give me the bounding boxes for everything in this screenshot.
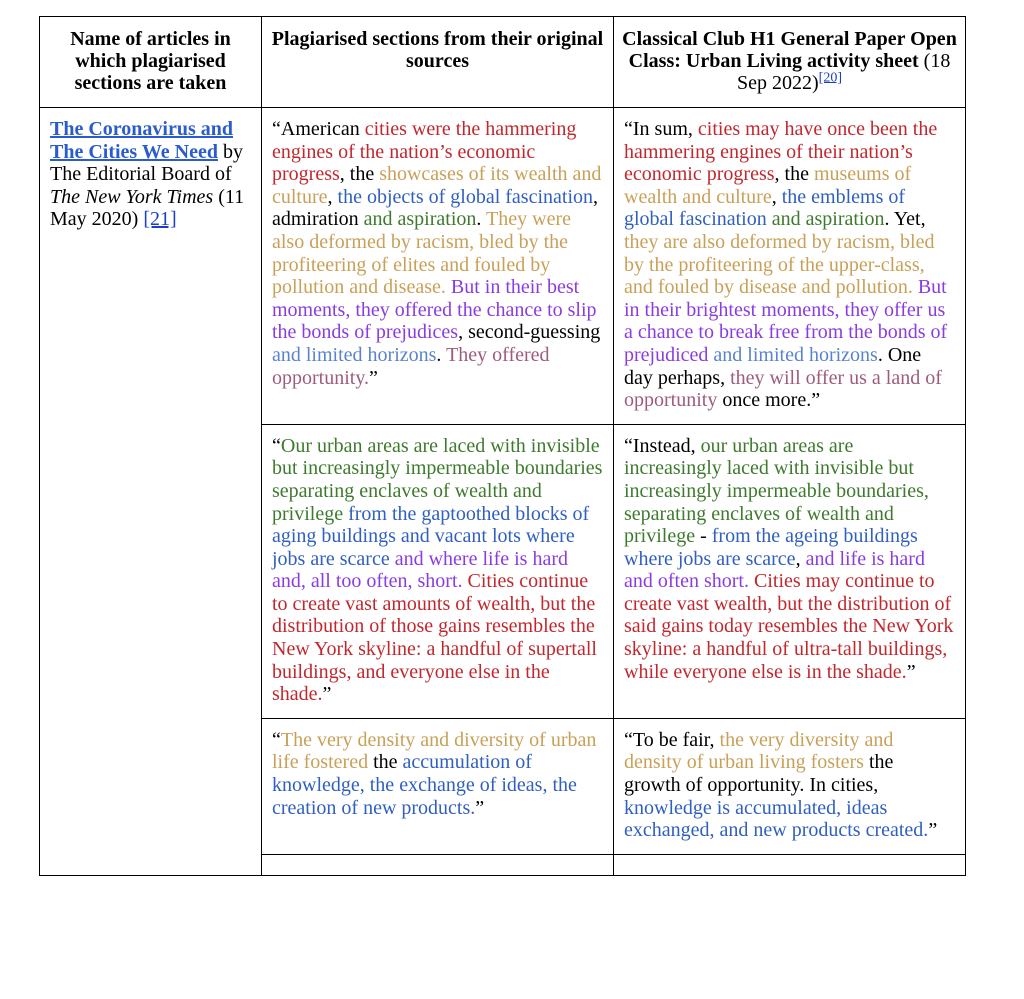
original-text-cell-empty: [262, 854, 614, 875]
header-row: [40, 17, 966, 108]
text-segment-mauve: they will offer us a land of opportunity: [624, 366, 942, 412]
text-segment-black: “Instead,: [624, 434, 701, 457]
copied-text-cell: [614, 424, 966, 718]
text-segment-red: Cities continue to create vast amounts of wealth, but the distribution of those gains resembles the New York skyline: a handful of supertall buildings, and everyone else in the shade.: [272, 570, 597, 706]
copied-text-cell-empty: [614, 854, 966, 875]
header-article-names: Name of articles in which plagiarised sections are taken: [40, 17, 262, 108]
text-segment-black: ”: [906, 660, 916, 683]
text-segment-red: cities were the hammering engines of the nation’s economic progress: [272, 118, 577, 186]
text-segment-blue: knowledge is accumulated, ideas exchanged, and new products created.: [624, 796, 929, 842]
text-segment-purple: and life is hard and often short.: [624, 547, 925, 593]
text-segment-blue: accumulation of knowledge, the exchange of ideas, the creation of new products.: [272, 751, 577, 819]
text-segment-blue: from the gaptoothed blocks of aging buildings and vacant lots where jobs are scarce: [272, 502, 590, 570]
text-segment-black: once more.”: [717, 389, 821, 412]
text-segment-black: -: [695, 525, 712, 548]
header-plagiarised-sections: Plagiarised sections from their original sources: [262, 17, 614, 108]
text-segment-black: ”: [369, 366, 378, 389]
text-segment-red: Cities may continue to create vast wealth, but the distribution of said gains today resembles the New York skyline: a handful of ultra-tall buildings, while everyone else is in the shade.: [624, 570, 954, 683]
text-segment-black: . One day perhaps,: [624, 343, 922, 389]
copied-text-cell: [614, 718, 966, 854]
text-segment-black: , the: [339, 163, 380, 186]
text-segment-black: , admiration: [272, 185, 599, 231]
text-segment-black: “: [272, 728, 281, 751]
text-segment-black: ”: [475, 796, 485, 819]
text-segment-black: ”: [928, 819, 938, 842]
plagiarism-comparison-table: [39, 16, 966, 876]
text-segment-gold: They were also deformed by racism, bled by the profiteering of elites and fouled by pollution and disease.: [272, 208, 571, 299]
text-segment-black: ,: [771, 185, 782, 208]
original-text-cell: [262, 108, 614, 425]
reference-link-21[interactable]: [21]: [143, 208, 177, 231]
text-segment-black: .: [436, 343, 447, 366]
header-activity-sheet-title: Classical Club H1 General Paper Open Class: Urban Living activity sheet: [622, 28, 957, 72]
text-segment-gold: The very density and diversity of urban life fostered: [272, 728, 597, 774]
text-segment-black: ,: [327, 185, 338, 208]
text-segment-blue: the objects of global fascination: [337, 185, 594, 208]
text-segment-lblue: and limited horizons: [708, 343, 878, 366]
table-row: [40, 108, 966, 425]
article-byline: by The Editorial Board of: [50, 140, 243, 186]
text-segment-blue: the emblems of global fascination: [624, 185, 906, 231]
text-segment-green: Our urban areas are laced with invisible but increasingly impermeable boundaries separating enclaves of wealth and privilege: [272, 434, 603, 525]
header-activity-sheet: [614, 17, 966, 108]
reference-link-20[interactable]: [20]: [818, 70, 842, 86]
text-segment-black: “In sum,: [624, 118, 698, 140]
text-segment-black: ,: [795, 547, 806, 570]
text-segment-green: and aspiration: [766, 208, 885, 231]
text-segment-black: , the: [774, 163, 814, 186]
original-text-cell: [262, 718, 614, 854]
text-segment-purple: But in their brightest moments, they offer us a chance to break free from the bonds of prejudiced: [624, 276, 948, 366]
original-text-cell: [262, 424, 614, 718]
text-segment-gold: they are also deformed by racism, bled by the profiteering of the upper-class, and fouled by disease and pollution.: [624, 230, 935, 299]
text-segment-black: .: [476, 208, 487, 231]
article-publication: The New York Times: [50, 185, 214, 208]
article-title-link[interactable]: The Coronavirus and The Cities We Need: [50, 118, 234, 163]
text-segment-green: our urban areas are increasingly laced with invisible but increasingly impermeable boundaries, separating enclaves of wealth and privilege: [624, 434, 929, 548]
text-segment-black: . Yet,: [884, 208, 926, 231]
text-segment-purple: and where life is hard and, all too often, short.: [272, 547, 568, 593]
text-segment-gold: museums of wealth and culture: [624, 163, 912, 208]
text-segment-red: cities may have once been the hammering engines of their nation’s economic progress: [624, 118, 938, 186]
text-segment-lblue: and limited horizons: [272, 343, 437, 366]
text-segment-purple: But in their best moments, they offered the chance to slip the bonds of prejudices: [272, 276, 597, 344]
header-activity-sheet-date: (18 Sep 2022): [737, 50, 951, 94]
text-segment-mauve: They offered opportunity.: [272, 343, 550, 389]
copied-text-cell: [614, 108, 966, 425]
text-segment-black: ”: [322, 683, 332, 706]
text-segment-black: the: [368, 751, 403, 774]
text-segment-gold: the very diversity and density of urban living fosters: [624, 728, 894, 774]
text-segment-black: “: [272, 434, 281, 457]
article-date: (11 May 2020): [50, 185, 245, 231]
text-segment-black: , second-guessing: [458, 321, 601, 344]
text-segment-black: “American: [272, 118, 365, 140]
text-segment-black: the growth of opportunity. In cities,: [624, 751, 894, 797]
text-segment-green: and aspiration: [363, 208, 477, 231]
article-source-cell: [40, 108, 262, 876]
text-segment-blue: from the ageing buildings where jobs are scarce: [624, 525, 918, 570]
text-segment-black: “To be fair,: [624, 728, 720, 751]
text-segment-gold: showcases of its wealth and culture: [272, 163, 602, 208]
